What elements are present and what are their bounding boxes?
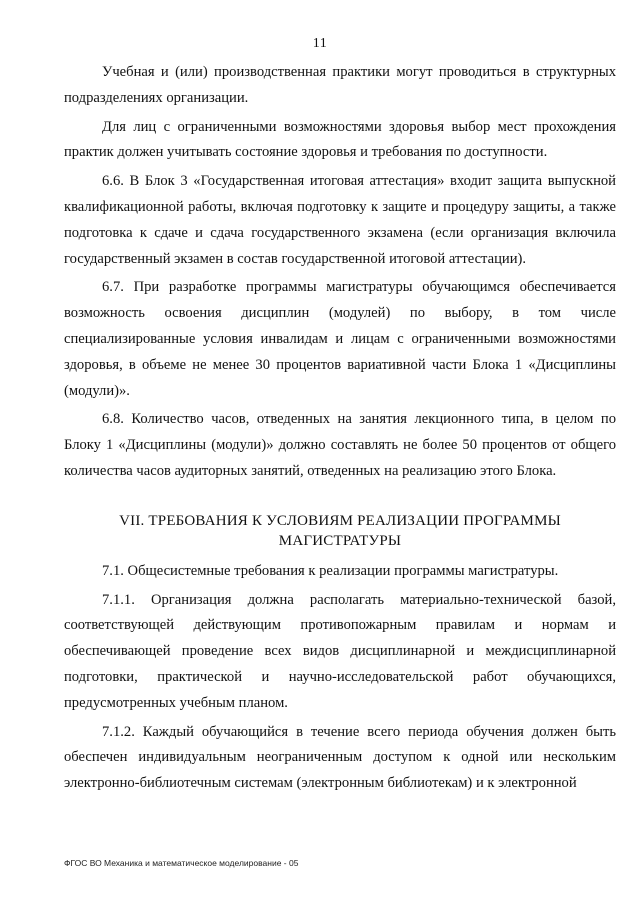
section-heading-line-2: МАГИСТРАТУРЫ xyxy=(278,532,402,549)
page-body xyxy=(64,60,616,797)
paragraph-practice-location: Учебная и (или) производственная практики могут проводиться в структурных подразделениях организации. xyxy=(64,64,616,106)
paragraph-7-1: 7.1. Общесистемные требования к реализации программы магистратуры. xyxy=(102,562,559,579)
paragraph-6-6: 6.6. В Блок 3 «Государственная итоговая аттестация» входит защита выпускной квалификационной работы, включая подготовку к защите и процедуру защиты, а также подготовка к сдаче и сдача государственного экзамена (если организация включила государственный экзамен в состав государственной итоговой аттестации). xyxy=(64,173,616,267)
paragraph-6-8: 6.8. Количество часов, отведенных на занятия лекционного типа, в целом по Блоку 1 «Дисциплины (модули)» должно составлять не более 50 процентов от общего количества часов аудиторных занятий, отведенных на реализацию этого Блока. xyxy=(64,411,616,479)
paragraph-6-7: 6.7. При разработке программы магистратуры обучающимся обеспечивается возможность освоения дисциплин (модулей) по выбору, в том числе специализированные условия инвалидам и лицам с ограниченными возможностями здоровья, в объеме не менее 30 процентов вариативной части Блока 1 «Дисциплины (модули)». xyxy=(64,279,616,399)
paragraph-disabled-practice: Для лиц с ограниченными возможностями здоровья выбор мест прохождения практик должен учитывать состояние здоровья и требования по доступности. xyxy=(64,118,616,161)
section-heading-line-1: VII. ТРЕБОВАНИЯ К УСЛОВИЯМ РЕАЛИЗАЦИИ ПРОГРАММЫ xyxy=(119,512,561,529)
paragraph-7-1-1: 7.1.1. Организация должна располагать материально-технической базой, соответствующей действующим противопожарным правилам и нормам и обеспечивающей проведение всех видов дисциплинарной и междисциплинарной подготовки, практической и научно-исследовательской работ обучающихся, предусмотренных учебным планом. xyxy=(64,591,616,711)
paragraph-7-1-2: 7.1.2. Каждый обучающийся в течение всего периода обучения должен быть обеспечен индивидуальным неограниченным доступом к одной или нескольким электронно-библиотечным системам (электронным библиотекам) и к электронной xyxy=(64,723,616,792)
section-heading xyxy=(64,511,616,551)
page-footer: ФГОС ВО Механика и математическое моделирование - 05 xyxy=(64,858,299,868)
page-number: 11 xyxy=(312,36,328,51)
